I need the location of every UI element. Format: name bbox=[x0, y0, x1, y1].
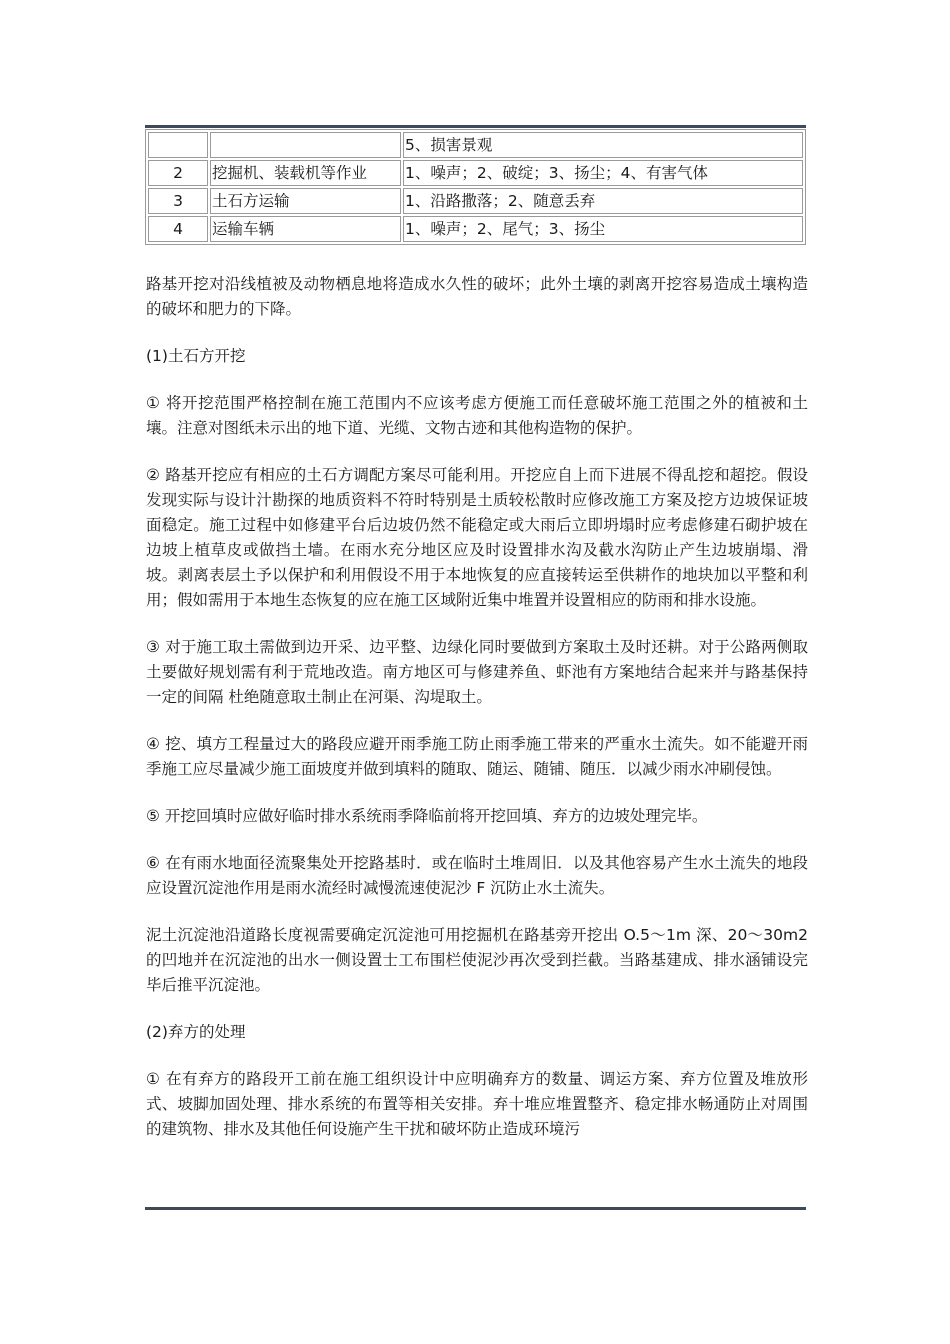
activity-cell bbox=[210, 132, 401, 158]
paragraph-item-6: ⑥ 在有雨水地面径流聚集处开挖路基时．或在临时土堆周旧．以及其他容易产生水土流失的地段应设置沉淀池作用是雨水流经时减慢流速使泥沙 F 沉防止水土流失。 bbox=[146, 854, 808, 897]
top-rule bbox=[145, 125, 806, 128]
row-number: 2 bbox=[148, 160, 208, 186]
row-number: 4 bbox=[148, 216, 208, 242]
body-text bbox=[146, 272, 808, 1142]
impact-cell: 5、损害景观 bbox=[403, 132, 803, 158]
paragraph-item-4: ④ 挖、填方工程量过大的路段应避开雨季施工防止雨季施工带来的严重水土流失。如不能避开雨季施工应尽量减少施工面坡度并做到填料的随取、随运、随铺、随压．以减少雨水冲刷侵蚀。 bbox=[146, 735, 808, 778]
paragraph-item-2: ② 路基开挖应有相应的土石方调配方案尽可能利用。开挖应自上而下进展不得乱挖和超挖。假设发现实际与设计汁勘探的地质资料不符时特别是土质较松散时应修改施工方案及挖方边坡保证坡面稳定。施工过程中如修建平台后边坡仍然不能稳定或大雨后立即坍塌时应考虑修建石砌护坡在边坡上植草皮或做挡土墙。在雨水充分地区应及时设置排水沟及截水沟防止产生边坡崩塌、滑坡。剥离表层土予以保护和利用假设不用于本地恢复的应直接转运至供耕作的地块加以平整和利用；假如需用于本地生态恢复的应在施工区域附近集中堆置并设置相应的防雨和排水设施。 bbox=[146, 466, 808, 609]
paragraph-item-5: ⑤ 开挖回填时应做好临时排水系统雨季降临前将开挖回填、弃方的边坡处理完毕。 bbox=[146, 807, 708, 825]
impact-cell: 1、噪声；2、尾气；3、扬尘 bbox=[403, 216, 803, 242]
heading-spoil: (2)弃方的处理 bbox=[146, 1023, 246, 1041]
activity-cell: 运输车辆 bbox=[210, 216, 401, 242]
activity-cell: 挖掘机、装载机等作业 bbox=[210, 160, 401, 186]
bottom-rule bbox=[145, 1207, 806, 1210]
paragraph-spoil-1: ① 在有弃方的路段开工前在施工组织设计中应明确弃方的数量、调运方案、弃方位置及堆放形式、坡脚加固处理、排水系统的布置等相关安排。弃十堆应堆置整齐、稳定排水畅通防止对周围的建筑物、排水及其他任何设施产生干扰和破坏防止造成环境污 bbox=[146, 1070, 808, 1138]
impact-cell: 1、沿路撒落；2、随意丢弃 bbox=[403, 188, 803, 214]
row-number bbox=[148, 132, 208, 158]
table-row bbox=[148, 132, 803, 158]
paragraph-intro: 路基开挖对沿线植被及动物栖息地将造成水久性的破坏；此外土壤的剥离开挖容易造成土壤构造的破坏和肥力的下降。 bbox=[146, 275, 808, 318]
paragraph-sediment-basin: 泥土沉淀池沿道路长度视需要确定沉淀池可用挖掘机在路基旁开挖出 O.5～1m 深、20～30m2 的凹地并在沉淀池的出水一侧设置士工布围栏使泥沙再次受到拦截。当路基建成、排水涵铺设完毕后推平沉淀池。 bbox=[146, 926, 808, 994]
paragraph-item-1: ① 将开挖范围严格控制在施工范围内不应该考虑方便施工而任意破坏施工范围之外的植被和土壤。注意对图纸未示出的地下道、光缆、文物古迹和其他构造物的保护。 bbox=[146, 394, 808, 437]
activity-cell: 土石方运输 bbox=[210, 188, 401, 214]
row-number: 3 bbox=[148, 188, 208, 214]
heading-earthwork: (1)土石方开挖 bbox=[146, 347, 246, 365]
impact-table bbox=[145, 129, 806, 245]
table-row bbox=[148, 188, 803, 214]
table-row bbox=[148, 216, 803, 242]
impact-cell: 1、噪声；2、破绽；3、扬尘；4、有害气体 bbox=[403, 160, 803, 186]
paragraph-item-3: ③ 对于施工取土需做到边开采、边平整、边绿化同时要做到方案取土及时还耕。对于公路两侧取土要做好规划需有利于荒地改造。南方地区可与修建养鱼、虾池有方案地结合起来并与路基保持一定的间隔 杜绝随意取土制止在河渠、沟堤取土。 bbox=[146, 638, 808, 706]
table-row bbox=[148, 160, 803, 186]
